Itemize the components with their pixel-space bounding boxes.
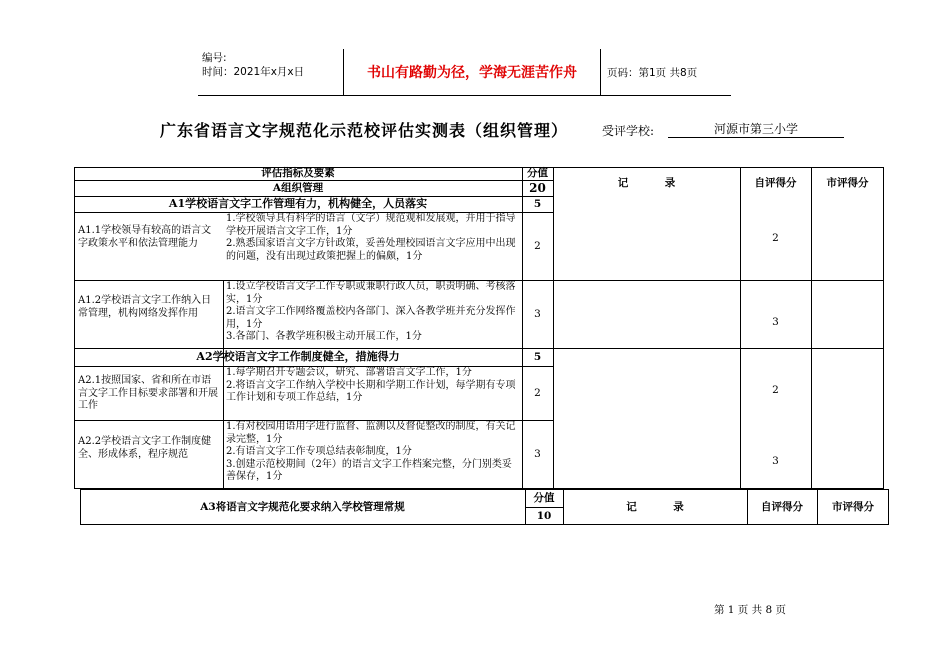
a3-score: 10: [536, 509, 552, 522]
col-header-score: 分值: [527, 167, 548, 180]
a2-1-score: 2: [534, 386, 541, 399]
col-header-record: 记 录: [617, 176, 676, 189]
a2-label: A2学校语言文字工作制度健全，措施得力: [196, 349, 400, 363]
a3-score-header: 分值: [533, 491, 555, 504]
number-label: 编号:: [202, 52, 227, 64]
section-a-label: A组织管理: [272, 181, 324, 194]
school-name: 河源市第三小学: [668, 121, 844, 138]
a1-1-self-score: 2: [772, 231, 779, 244]
a2-2-self-score: 3: [772, 455, 779, 468]
col-header-indicator: 评估指标及要素: [261, 167, 335, 180]
page-indicator: 页码：第1页 共8页: [601, 49, 731, 96]
section-a-score: 20: [529, 180, 546, 195]
a1-2-self-score: 3: [772, 315, 779, 328]
school-label: 受评学校:: [602, 124, 655, 138]
a2-1-criteria: 1.每学期召开专题会议，研究、部署语言文字工作，1分 2.将语言文字工作纳入学校中长期和学期工作计划，每学期有专项工作计划和专项工作总结，1分: [226, 367, 516, 403]
a2-2-score: 3: [534, 448, 541, 461]
a2-2-criteria: 1.有对校园用语用字进行监督、监测以及督促整改的制度，有关记录完整，1分 2.有语言文字工作专项总结表彰制度，1分 3.创建示范校期间（2年）的语言文字工作档案完整，分门别类妥善保存，1分: [226, 421, 516, 482]
time-label: 时间：2021年x月x日: [202, 66, 305, 78]
a1-1-score: 2: [534, 239, 541, 252]
a1-label: A1学校语言文字工作管理有力，机构健全，人员落实: [168, 196, 428, 210]
a2-2-desc: A2.2学校语言文字工作制度健全、形成体系，程序规范: [78, 436, 212, 460]
a2-1-desc: A2.1按照国家、省和所在市语言文字工作目标要求部署和开展工作: [78, 375, 218, 411]
a3-record-header: 记 录: [626, 500, 684, 513]
header-info: [198, 49, 344, 96]
a3-self-header: 自评得分: [761, 500, 803, 513]
a1-2-desc: A1.2学校语言文字工作纳入日常管理，机构网络发挥作用: [78, 295, 212, 319]
motto: 书山有路勤为径，学海无涯苦作舟: [344, 49, 601, 96]
a3-label: A3将语言文字规范化要求纳入学校管理常规: [200, 500, 405, 513]
page-footer: 第 1 页 共 8 页: [713, 604, 786, 616]
a2-score: 5: [533, 350, 542, 363]
a1-2-criteria: 1.设立学校语言文字工作专职或兼职行政人员，职责明确、考核落实，1分 2.语言文字工作网络覆盖校内各部门、深入各教学班并充分发挥作用，1分 3.各部门、各教学班积极主动开展工作，1分: [226, 281, 516, 342]
a1-score: 5: [533, 197, 542, 210]
page-title: 广东省语言文字规范化示范校评估实测表（组织管理）: [160, 121, 569, 140]
col-header-self: 自评得分: [754, 176, 797, 189]
a1-1-criteria: 1.学校领导具有科学的语言（文字）规范观和发展观，并用于指导学校开展语言文字工作，1分 2.熟悉国家语言文字方针政策，妥善处理校园语言文字应用中出现的问题，没有出现过政策把握上的偏颇，1分: [226, 213, 516, 262]
col-header-city: 市评得分: [826, 176, 869, 189]
a1-2-score: 3: [534, 307, 541, 320]
a1-1-desc: A1.1学校领导有较高的语言文字政策水平和依法管理能力: [78, 225, 212, 249]
a3-city-header: 市评得分: [832, 500, 874, 513]
a2-1-self-score: 2: [772, 383, 779, 396]
